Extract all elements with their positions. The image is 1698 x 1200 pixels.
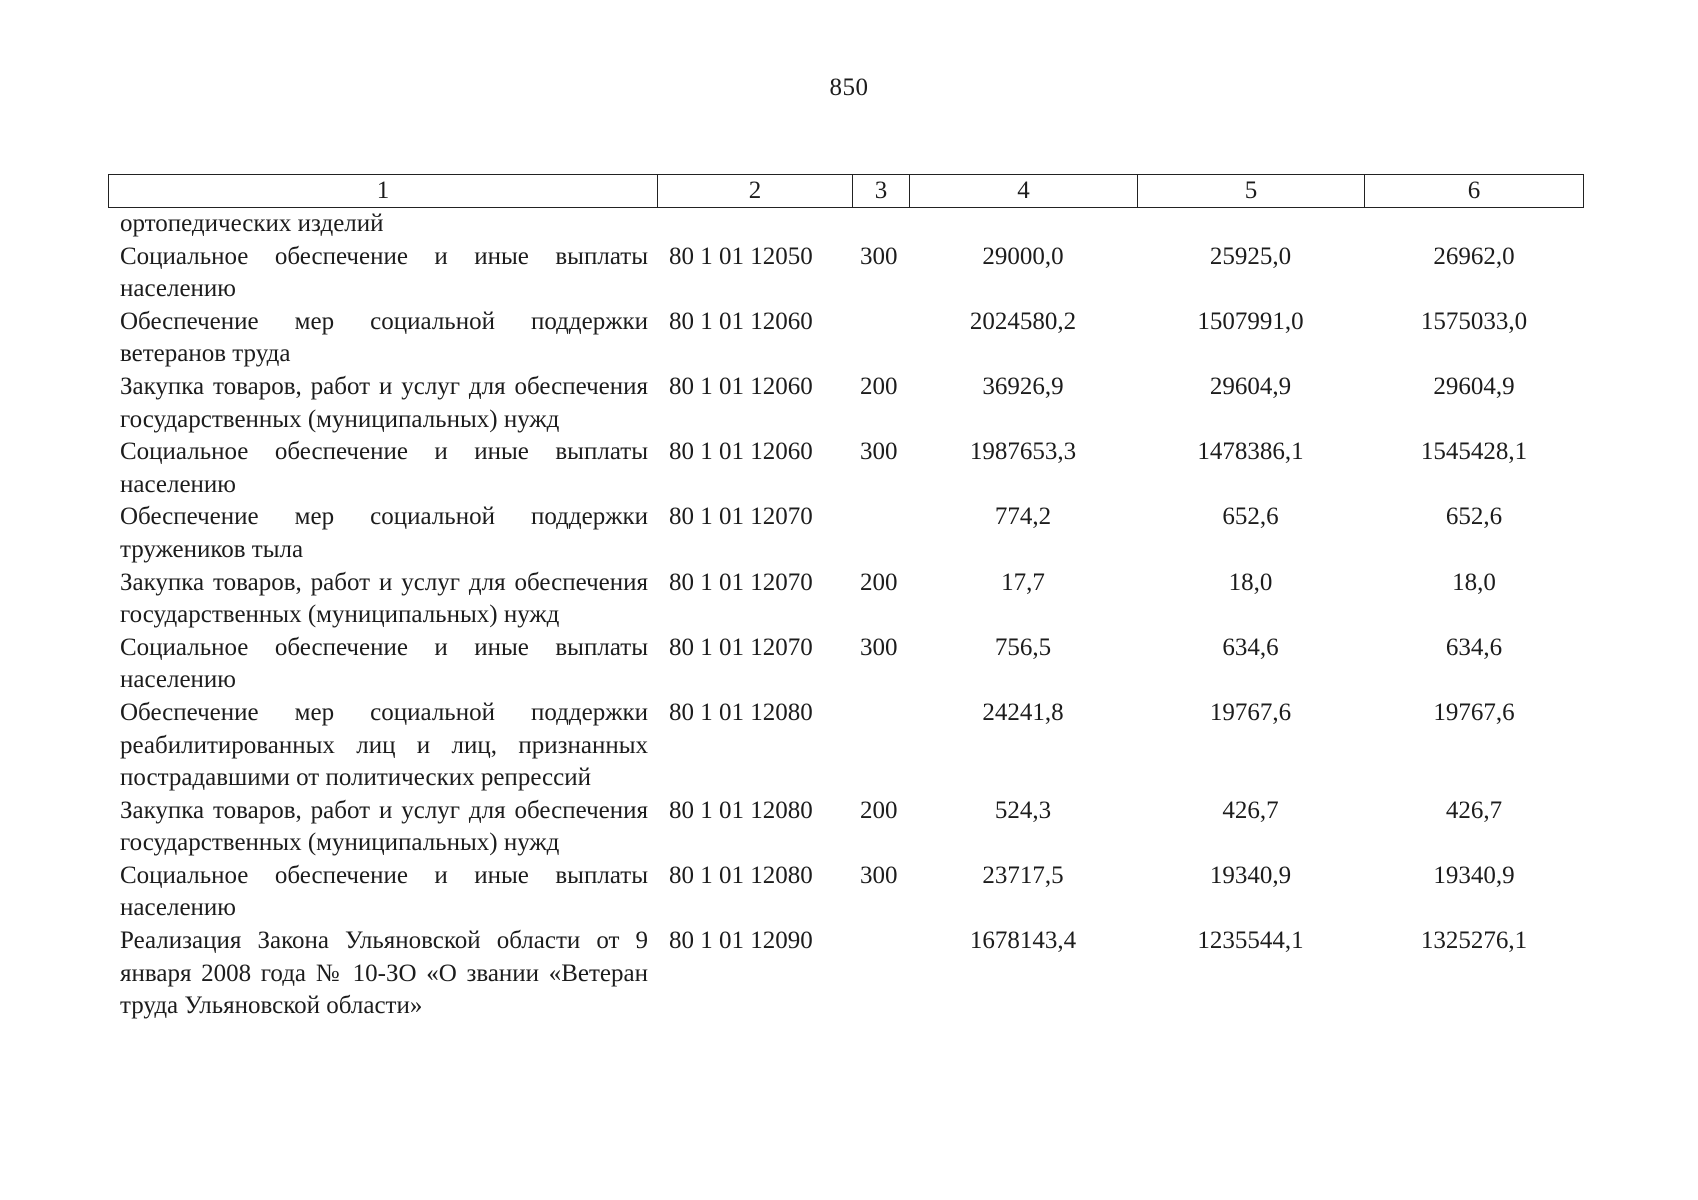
row-value-col-5: 19340,9 — [1209, 861, 1292, 889]
row-code: 80 1 01 12080 — [669, 698, 813, 726]
row-expense-type: 300 — [860, 861, 898, 889]
row-value-col-5: 1507991,0 — [1197, 307, 1304, 335]
row-value-col-4: 524,3 — [994, 796, 1052, 824]
row-value-col-6: 26962,0 — [1433, 242, 1515, 270]
row-value-col-6: 652,6 — [1445, 503, 1503, 531]
row-value-col-4: 2024580,2 — [969, 307, 1077, 335]
table-row — [108, 306, 1584, 371]
row-description: Обеспечение мер социальной поддержки тружеников тыла — [120, 503, 648, 563]
row-value-col-5: 19767,6 — [1209, 698, 1292, 726]
row-code: 80 1 01 12050 — [669, 242, 813, 270]
table-row — [108, 795, 1584, 860]
row-value-col-6: 19340,9 — [1433, 861, 1515, 889]
header-col-1: 1 — [109, 175, 658, 207]
row-value-col-4: 1987653,3 — [969, 438, 1077, 466]
row-description: Социальное обеспечение и иные выплаты населению — [120, 861, 648, 922]
row-code: 80 1 01 12060 — [669, 438, 813, 466]
table-header — [108, 174, 1584, 208]
table-row — [108, 925, 1584, 1023]
row-description: Закупка товаров, работ и услуг для обеспечения государственных (муниципальных) нужд — [120, 796, 648, 857]
row-value-col-4: 17,7 — [1001, 568, 1045, 596]
row-value-col-4: 774,2 — [994, 503, 1052, 531]
row-expense-type: 300 — [860, 438, 898, 466]
header-col-4: 4 — [910, 175, 1138, 207]
row-description: Обеспечение мер социальной поддержки ветеранов труда — [120, 307, 648, 368]
row-description: Социальное обеспечение и иные выплаты населению — [120, 438, 648, 498]
row-value-col-6: 1325276,1 — [1420, 927, 1528, 955]
row-value-col-5: 426,7 — [1222, 796, 1279, 824]
row-code: 80 1 01 12070 — [669, 568, 813, 596]
row-code: 80 1 01 12060 — [669, 307, 813, 335]
row-description: Социальное обеспечение и иные выплаты населению — [120, 242, 648, 303]
row-description: Закупка товаров, работ и услуг для обеспечения государственных (муниципальных) нужд — [120, 372, 648, 433]
header-col-3: 3 — [853, 175, 910, 207]
row-value-col-5: 1478386,1 — [1197, 438, 1304, 466]
table-row-continuation — [108, 208, 1584, 241]
row-description: Социальное обеспечение и иные выплаты населению — [120, 633, 648, 694]
table-row — [108, 241, 1584, 306]
row-description: Обеспечение мер социальной поддержки реабилитированных лиц и лиц, признанных пострадавшими от политических репрессий — [120, 698, 648, 792]
row-value-col-4: 756,5 — [994, 633, 1052, 661]
table-rows — [108, 241, 1584, 1023]
row-expense-type — [852, 925, 909, 1023]
row-code: 80 1 01 12070 — [669, 503, 813, 531]
row-expense-type: 200 — [860, 796, 898, 824]
row-expense-type — [852, 501, 909, 566]
table-row — [108, 860, 1584, 925]
header-col-2: 2 — [658, 175, 853, 207]
table-row — [108, 501, 1584, 566]
row-expense-type — [852, 306, 909, 371]
row-value-col-6: 19767,6 — [1433, 698, 1515, 726]
row-code: 80 1 01 12090 — [669, 927, 813, 955]
row-value-col-5: 25925,0 — [1209, 242, 1292, 270]
row-expense-type: 200 — [860, 372, 898, 400]
row-code: 80 1 01 12080 — [669, 796, 813, 824]
row-value-col-4: 29000,0 — [982, 242, 1064, 270]
row-code: 80 1 01 12080 — [669, 861, 813, 889]
row-description: Реализация Закона Ульяновской области от 9 января 2008 года № 10-ЗО «О звании «Ветеран труда Ульяновской области» — [120, 927, 648, 1020]
row-description: Закупка товаров, работ и услуг для обеспечения государственных (муниципальных) нужд — [120, 568, 648, 629]
header-col-5: 5 — [1138, 175, 1365, 207]
header-col-6: 6 — [1467, 177, 1481, 204]
row-value-col-4: 24241,8 — [982, 698, 1064, 726]
table-row — [108, 632, 1584, 697]
row-value-col-5: 1235544,1 — [1197, 927, 1304, 955]
row-value-col-5: 652,6 — [1222, 503, 1279, 531]
row-code: 80 1 01 12070 — [669, 633, 813, 661]
row-expense-type: 200 — [860, 568, 898, 596]
table-row — [108, 697, 1584, 795]
row-code: 80 1 01 12060 — [669, 372, 813, 400]
row-value-col-5: 18,0 — [1228, 568, 1273, 596]
table-row — [108, 436, 1584, 501]
page-number: 850 — [829, 74, 869, 101]
row-value-col-6: 426,7 — [1445, 796, 1503, 824]
row-expense-type — [852, 697, 909, 795]
row-value-col-5: 29604,9 — [1209, 372, 1292, 400]
row-value-col-6: 1545428,1 — [1420, 438, 1528, 466]
row-value-col-5: 634,6 — [1222, 633, 1279, 661]
row-value-col-6: 1575033,0 — [1420, 307, 1528, 335]
row-value-col-4: 23717,5 — [982, 861, 1064, 889]
row-value-col-4: 36926,9 — [982, 372, 1064, 400]
row-expense-type: 300 — [860, 633, 898, 661]
row-value-col-6: 18,0 — [1452, 568, 1496, 596]
row-expense-type: 300 — [860, 242, 898, 270]
row-value-col-6: 29604,9 — [1433, 372, 1515, 400]
row-value-col-6: 634,6 — [1445, 633, 1503, 661]
row-description: ортопедических изделий — [120, 210, 384, 237]
table-row — [108, 371, 1584, 436]
row-value-col-4: 1678143,4 — [969, 927, 1077, 955]
table-body — [108, 208, 1584, 1023]
table-row — [108, 567, 1584, 632]
